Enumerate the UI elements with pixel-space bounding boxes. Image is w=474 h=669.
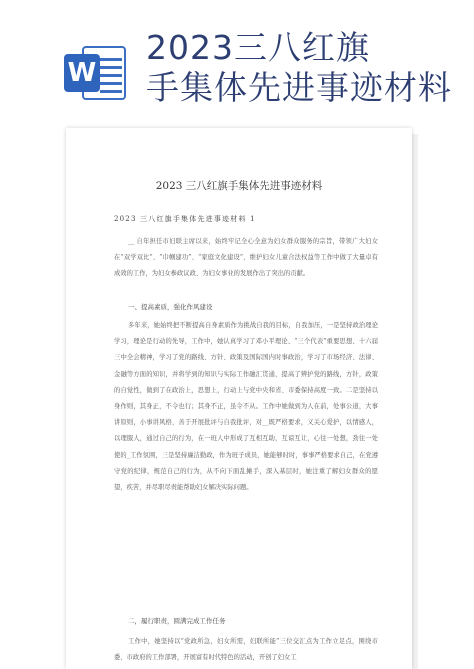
section-2-paragraph: 工作中，她坚持以“党政所急，妇女所需，妇联所能”三位交汇点为工作立足点，围绕市委、市政府的工作部署，开展富有时代特色的活动，开创了妇女工 [114, 638, 378, 662]
page-title-line2: 手集体先进事迹材料 [146, 68, 452, 107]
document-preview [66, 128, 412, 669]
intro-paragraph: __ 自年担任市妇联主席以来，始终牢记全心全意为妇女群众服务的宗旨，带领广大妇女在“双学双比”、“巾帼建功”、“家庭文化建设”、维护妇女儿童合法权益等工作中做了大量卓有成效的工作，为妇女参政议政、为妇女事业的发展作出了突出的贡献。 [114, 238, 378, 278]
intro-paragraph-block [114, 234, 378, 283]
word-logo-icon: W [64, 54, 100, 92]
section-1-paragraph: 多年来，她始终把不断提高自身素质作为挑战自我的目标，自我加压，一是坚持政治理论学习，理论是行动的先导，工作中，她认真学习了邓小平理论、“三个代表”重要思想、十六届三中全会精神，学习了党的路线、方针、政策及国际国内时事政治，学习了市场经济、法律、金融等方面的知识，并将学到的知识与实际工作融汇贯通，提高了辨护党的路线，方针，政策的自觉性，做到了在政治上，思想上，行动上与党中央和省、市委保持高度一致。二是坚持以身作则，其身正，不令也行；其身不正，虽令不从。工作中她做到为人在前，处事公道，大事讲原则，小事讲风格，善于开展批评与自我批评，对__既严格要求，又关心爱护，以情感人，以理服人，通过自己的行为，在一班人中形成了互相互助，互谅互让，心往一处想，劲往一处使的_工作氛围，三是坚持廉洁勤政，作为班子成员，她能够时时，事事严格要求自己，在党遵守党的纪律，规范自己的行为，从不向下面乱摊手，深入基层时，她注重了解妇女群众的愿望，疾苦，并尽职尽责能帮助妇女解决实际问题。 [114, 322, 378, 492]
section-1-block [114, 318, 378, 496]
page-title-line1: 2023三八红旗 [146, 28, 370, 67]
word-document-icon [64, 44, 126, 102]
page-title [146, 28, 466, 108]
section-heading-1: 一、提高素质，强化作风建设 [128, 303, 213, 311]
section-heading-2: 二，履行职责，圆满完成工作任务 [128, 617, 226, 625]
section-2-block [114, 634, 378, 666]
document-title: 2023 三八红旗手集体先进事迹材料 [155, 180, 323, 192]
header-banner [0, 0, 474, 125]
document-subtitle: 2023 三八红旗手集体先进事迹材料 1 [114, 215, 256, 223]
